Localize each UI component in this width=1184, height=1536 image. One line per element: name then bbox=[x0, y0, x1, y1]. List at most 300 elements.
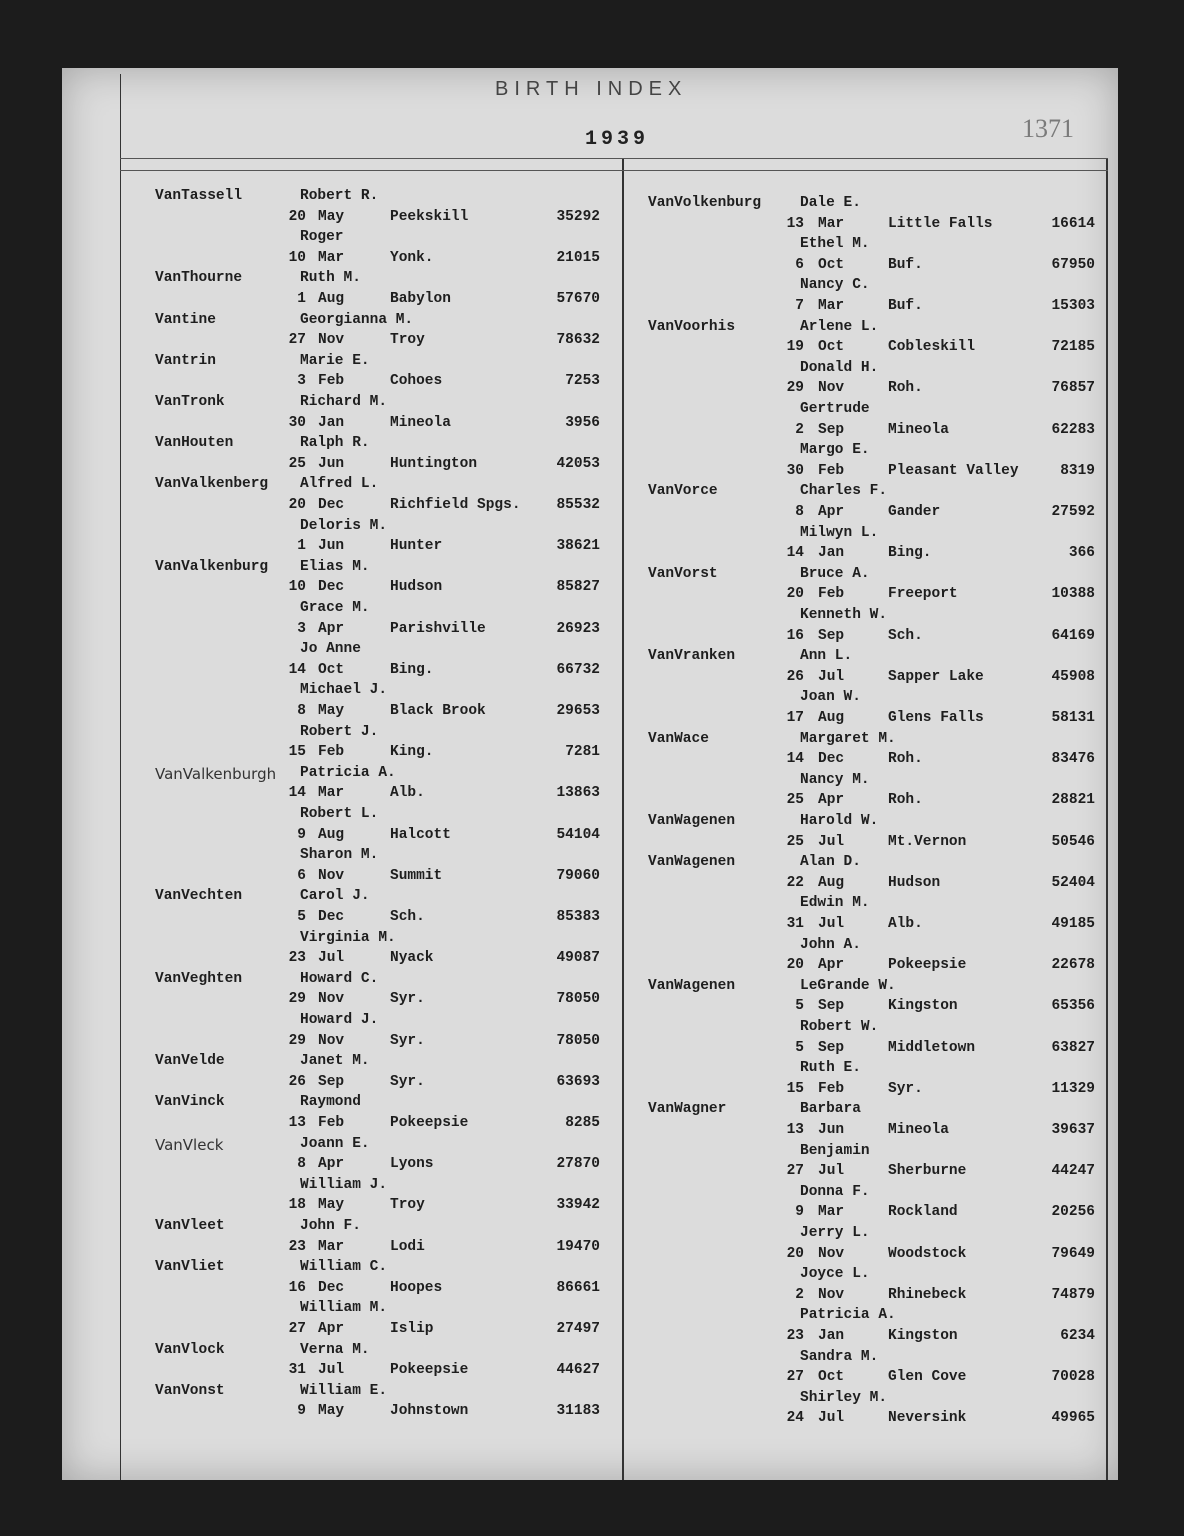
given-name: Ruth E. bbox=[800, 1060, 861, 1077]
given-name: Benjamin bbox=[800, 1142, 870, 1159]
birth-day: 22 bbox=[786, 874, 804, 891]
birth-place: Syr. bbox=[390, 991, 425, 1008]
certificate-number: 11329 bbox=[1051, 1080, 1095, 1097]
birth-place: Cobleskill bbox=[888, 339, 976, 356]
birth-day: 20 bbox=[786, 957, 804, 974]
given-name: William M. bbox=[300, 1300, 388, 1317]
birth-place: Glen Cove bbox=[888, 1369, 967, 1386]
birth-month: Jul bbox=[318, 1362, 345, 1379]
given-name: Jo Anne bbox=[300, 641, 361, 658]
given-name: Janet M. bbox=[300, 1053, 370, 1070]
certificate-number: 366 bbox=[1068, 545, 1095, 562]
birth-day: 19 bbox=[786, 339, 804, 356]
birth-day: 1 bbox=[297, 291, 306, 307]
birth-month: Jan bbox=[818, 545, 845, 562]
birth-day: 10 bbox=[288, 579, 306, 596]
surname: VanWagenen bbox=[648, 813, 736, 829]
birth-day: 3 bbox=[297, 373, 306, 390]
given-name: Kenneth W. bbox=[800, 607, 888, 623]
certificate-number: 16614 bbox=[1051, 215, 1095, 232]
given-name: Verna M. bbox=[300, 1341, 370, 1358]
birth-place: Roh. bbox=[888, 380, 923, 397]
surname: VanVranken bbox=[648, 648, 736, 665]
birth-day: 30 bbox=[786, 462, 804, 479]
birth-day: 9 bbox=[297, 1403, 306, 1420]
header-rule-second bbox=[120, 170, 1108, 171]
birth-place: Richfield Spgs. bbox=[390, 497, 521, 513]
certificate-number: 13863 bbox=[556, 785, 600, 802]
birth-month: Apr bbox=[818, 504, 845, 520]
given-name: Sharon M. bbox=[300, 847, 379, 864]
certificate-number: 49087 bbox=[556, 950, 600, 967]
birth-month: Dec bbox=[318, 579, 345, 596]
birth-month: Nov bbox=[818, 380, 845, 397]
birth-day: 26 bbox=[786, 668, 804, 685]
certificate-number: 76857 bbox=[1051, 380, 1095, 397]
birth-place: King. bbox=[390, 744, 434, 761]
surname: Vantrin bbox=[155, 352, 216, 369]
birth-month: Apr bbox=[318, 1321, 345, 1337]
birth-place: Sch. bbox=[888, 627, 923, 644]
birth-place: Lodi bbox=[390, 1238, 425, 1255]
birth-place: Hoopes bbox=[390, 1279, 443, 1296]
certificate-number: 28821 bbox=[1051, 792, 1095, 809]
surname: VanVelde bbox=[155, 1053, 225, 1070]
certificate-number: 63693 bbox=[556, 1073, 600, 1090]
birth-place: Buf. bbox=[888, 256, 923, 273]
birth-place: Glens Falls bbox=[888, 710, 984, 726]
birth-place: Roh. bbox=[888, 751, 923, 768]
birth-place: Mineola bbox=[888, 421, 949, 438]
surname: VanVleck bbox=[155, 1135, 224, 1154]
certificate-number: 78050 bbox=[556, 1032, 600, 1049]
given-name: Charles F. bbox=[800, 483, 888, 500]
given-name: Alan D. bbox=[800, 854, 861, 871]
birth-month: Nov bbox=[318, 332, 345, 349]
given-name: Donna F. bbox=[800, 1183, 870, 1200]
birth-day: 26 bbox=[288, 1073, 306, 1090]
given-name: Joan W. bbox=[800, 689, 861, 706]
surname: VanVoorhis bbox=[648, 318, 736, 335]
certificate-number: 8319 bbox=[1060, 462, 1095, 479]
birth-place: Alb. bbox=[888, 916, 923, 932]
birth-day: 6 bbox=[297, 867, 306, 884]
birth-month: Feb bbox=[318, 1115, 345, 1131]
surname: VanVeghten bbox=[155, 970, 243, 987]
birth-month: Oct bbox=[818, 339, 845, 356]
surname: VanValkenberg bbox=[155, 476, 269, 493]
birth-month: Jun bbox=[318, 538, 345, 555]
birth-place: Mineola bbox=[390, 414, 451, 431]
birth-month: Dec bbox=[818, 751, 845, 768]
certificate-number: 3956 bbox=[565, 414, 600, 431]
birth-day: 25 bbox=[288, 455, 306, 472]
birth-day: 3 bbox=[297, 620, 306, 637]
birth-place: Summit bbox=[390, 867, 443, 884]
birth-place: Pokeepsie bbox=[390, 1362, 469, 1379]
given-name: Ethel M. bbox=[800, 236, 870, 253]
certificate-number: 8285 bbox=[565, 1115, 600, 1131]
birth-month: Oct bbox=[818, 256, 845, 273]
certificate-number: 26923 bbox=[556, 620, 600, 637]
page-number: 1371 bbox=[1022, 114, 1074, 143]
certificate-number: 27870 bbox=[556, 1156, 600, 1173]
birth-month: Nov bbox=[318, 867, 345, 884]
given-name: Robert L. bbox=[300, 806, 379, 822]
birth-place: Middletown bbox=[888, 1039, 976, 1056]
birth-day: 5 bbox=[297, 909, 306, 925]
given-name: Carol J. bbox=[300, 888, 370, 905]
birth-month: Nov bbox=[318, 991, 345, 1008]
birth-place: Peekskill bbox=[390, 208, 469, 225]
given-name: Ralph R. bbox=[300, 435, 370, 452]
birth-month: Apr bbox=[818, 792, 845, 809]
given-name: Alfred L. bbox=[300, 476, 379, 493]
birth-day: 23 bbox=[288, 950, 306, 967]
surname: VanVorce bbox=[648, 483, 718, 500]
given-name: LeGrande W. bbox=[800, 977, 896, 994]
birth-place: Troy bbox=[390, 332, 425, 349]
birth-month: Mar bbox=[818, 1204, 845, 1221]
certificate-number: 20256 bbox=[1051, 1204, 1095, 1221]
birth-place: Roh. bbox=[888, 792, 923, 809]
given-name: Dale E. bbox=[800, 195, 861, 211]
given-name: Milwyn L. bbox=[800, 524, 879, 541]
given-name: John F. bbox=[300, 1218, 361, 1234]
birth-month: Sep bbox=[818, 421, 845, 438]
birth-day: 20 bbox=[288, 208, 306, 225]
surname: VanVolkenburg bbox=[648, 195, 762, 211]
certificate-number: 7281 bbox=[565, 744, 600, 761]
certificate-number: 35292 bbox=[556, 208, 600, 225]
birth-day: 10 bbox=[288, 249, 306, 266]
birth-month: May bbox=[318, 1403, 345, 1420]
birth-place: Huntington bbox=[390, 455, 478, 472]
given-name: Donald H. bbox=[800, 359, 879, 376]
certificate-number: 62283 bbox=[1051, 421, 1095, 438]
surname: VanVliet bbox=[155, 1259, 225, 1276]
birth-place: Rhinebeck bbox=[888, 1286, 967, 1303]
birth-place: Syr. bbox=[888, 1080, 923, 1097]
birth-day: 6 bbox=[795, 256, 804, 273]
birth-month: Mar bbox=[318, 1238, 345, 1255]
given-name: Patricia A. bbox=[800, 1307, 896, 1324]
certificate-number: 72185 bbox=[1051, 339, 1095, 356]
birth-place: Parishville bbox=[390, 620, 486, 637]
birth-place: Kingston bbox=[888, 1328, 958, 1344]
birth-month: Aug bbox=[818, 710, 845, 726]
birth-place: Nyack bbox=[390, 950, 434, 967]
certificate-number: 58131 bbox=[1051, 710, 1095, 726]
birth-day: 23 bbox=[786, 1328, 804, 1344]
birth-day: 20 bbox=[786, 586, 804, 603]
birth-month: Jun bbox=[818, 1122, 845, 1138]
birth-month: Sep bbox=[318, 1073, 345, 1090]
certificate-number: 78050 bbox=[556, 991, 600, 1008]
given-name: Arlene L. bbox=[800, 318, 879, 335]
birth-day: 16 bbox=[786, 627, 804, 644]
birth-month: Jul bbox=[318, 950, 345, 967]
header-rule bbox=[120, 158, 1108, 159]
birth-place: Hudson bbox=[888, 874, 941, 891]
birth-month: Aug bbox=[318, 291, 345, 307]
certificate-number: 21015 bbox=[556, 249, 600, 266]
given-name: Georgianna M. bbox=[300, 311, 414, 328]
birth-month: Apr bbox=[818, 957, 845, 974]
birth-day: 31 bbox=[288, 1362, 306, 1379]
birth-place: Hudson bbox=[390, 579, 443, 596]
certificate-number: 15303 bbox=[1051, 298, 1095, 314]
birth-day: 14 bbox=[786, 545, 804, 562]
birth-place: Troy bbox=[390, 1197, 425, 1214]
birth-place: Sapper Lake bbox=[888, 668, 984, 685]
birth-day: 7 bbox=[795, 298, 804, 314]
birth-day: 25 bbox=[786, 792, 804, 809]
birth-day: 14 bbox=[288, 661, 306, 678]
birth-month: Dec bbox=[318, 497, 345, 513]
birth-place: Black Brook bbox=[390, 703, 486, 719]
given-name: Nancy C. bbox=[800, 277, 870, 294]
certificate-number: 31183 bbox=[556, 1403, 600, 1420]
birth-month: Jul bbox=[818, 833, 845, 850]
surname: VanWagner bbox=[648, 1101, 727, 1118]
birth-place: Yonk. bbox=[390, 249, 434, 266]
certificate-number: 33942 bbox=[556, 1197, 600, 1214]
birth-place: Pokeepsie bbox=[390, 1115, 469, 1131]
certificate-number: 38621 bbox=[556, 538, 600, 555]
birth-month: Feb bbox=[318, 744, 345, 761]
certificate-number: 85532 bbox=[556, 497, 600, 513]
birth-day: 29 bbox=[288, 1032, 306, 1049]
surname: VanValkenburg bbox=[155, 558, 269, 575]
given-name: Margaret M. bbox=[800, 730, 896, 747]
given-name: Howard C. bbox=[300, 970, 379, 987]
birth-day: 29 bbox=[786, 380, 804, 397]
birth-day: 27 bbox=[288, 332, 306, 349]
given-name: Robert J. bbox=[300, 723, 379, 740]
birth-day: 14 bbox=[288, 785, 306, 802]
birth-day: 27 bbox=[786, 1369, 804, 1386]
birth-day: 31 bbox=[786, 916, 804, 932]
surname: VanWagenen bbox=[648, 854, 736, 871]
birth-place: Hunter bbox=[390, 538, 443, 555]
surname: VanVechten bbox=[155, 888, 243, 905]
certificate-number: 49185 bbox=[1051, 916, 1095, 932]
birth-place: Little Falls bbox=[888, 215, 993, 232]
certificate-number: 78632 bbox=[556, 332, 600, 349]
certificate-number: 83476 bbox=[1051, 751, 1095, 768]
birth-place: Sherburne bbox=[888, 1163, 967, 1180]
birth-month: Nov bbox=[818, 1286, 845, 1303]
birth-month: Feb bbox=[818, 1080, 845, 1097]
surname: VanVorst bbox=[648, 565, 718, 582]
birth-day: 2 bbox=[795, 1286, 804, 1303]
given-name: Barbara bbox=[800, 1101, 861, 1118]
birth-day: 20 bbox=[288, 497, 306, 513]
given-name: Richard M. bbox=[300, 394, 388, 410]
given-name: Harold W. bbox=[800, 813, 879, 829]
certificate-number: 6234 bbox=[1060, 1328, 1095, 1344]
birth-month: May bbox=[318, 208, 345, 225]
given-name: Joann E. bbox=[300, 1135, 370, 1152]
surname: VanVonst bbox=[155, 1382, 225, 1399]
right-border-rule bbox=[1106, 158, 1108, 1480]
certificate-number: 42053 bbox=[556, 455, 600, 472]
given-name: Howard J. bbox=[300, 1012, 379, 1028]
birth-month: Mar bbox=[318, 785, 345, 802]
certificate-number: 29653 bbox=[556, 703, 600, 719]
given-name: Gertrude bbox=[800, 401, 870, 417]
given-name: John A. bbox=[800, 936, 861, 953]
surname: VanWace bbox=[648, 730, 709, 747]
given-name: Shirley M. bbox=[800, 1389, 888, 1406]
birth-month: Feb bbox=[818, 586, 845, 603]
birth-month: Mar bbox=[818, 298, 845, 314]
birth-place: Syr. bbox=[390, 1032, 425, 1049]
birth-place: Mt.Vernon bbox=[888, 833, 967, 850]
given-name: Roger bbox=[300, 229, 344, 246]
birth-day: 16 bbox=[288, 1279, 306, 1296]
given-name: Michael J. bbox=[300, 682, 388, 699]
birth-place: Alb. bbox=[390, 785, 425, 802]
birth-day: 13 bbox=[786, 215, 804, 232]
certificate-number: 86661 bbox=[556, 1279, 600, 1296]
birth-day: 15 bbox=[288, 744, 306, 761]
certificate-number: 65356 bbox=[1051, 998, 1095, 1015]
certificate-number: 27497 bbox=[556, 1321, 600, 1337]
birth-month: Jul bbox=[818, 1410, 845, 1427]
birth-month: Oct bbox=[318, 661, 345, 678]
given-name: Margo E. bbox=[800, 442, 870, 459]
birth-place: Pokeepsie bbox=[888, 957, 967, 974]
birth-month: Dec bbox=[318, 1279, 345, 1296]
birth-place: Kingston bbox=[888, 998, 958, 1015]
birth-day: 27 bbox=[786, 1163, 804, 1180]
certificate-number: 79060 bbox=[556, 867, 600, 884]
birth-day: 13 bbox=[288, 1115, 306, 1131]
birth-month: May bbox=[318, 703, 345, 719]
given-name: Patricia A. bbox=[300, 764, 396, 781]
birth-day: 18 bbox=[288, 1197, 306, 1214]
certificate-number: 85827 bbox=[556, 579, 600, 596]
birth-month: Jul bbox=[818, 1163, 845, 1180]
birth-month: Jul bbox=[818, 916, 845, 932]
birth-month: Oct bbox=[818, 1369, 845, 1386]
given-name: Ruth M. bbox=[300, 270, 361, 287]
surname: Vantine bbox=[155, 311, 216, 328]
certificate-number: 79649 bbox=[1051, 1245, 1095, 1262]
birth-month: Nov bbox=[818, 1245, 845, 1262]
birth-place: Bing. bbox=[888, 545, 932, 562]
birth-month: Jun bbox=[318, 455, 345, 472]
given-name: Bruce A. bbox=[800, 565, 870, 582]
birth-month: Aug bbox=[318, 826, 345, 843]
given-name: Sandra M. bbox=[800, 1348, 879, 1365]
given-name: Jerry L. bbox=[800, 1225, 870, 1241]
given-name: Ann L. bbox=[800, 648, 853, 665]
certificate-number: 66732 bbox=[556, 661, 600, 678]
given-name: Marie E. bbox=[300, 352, 370, 369]
surname: VanVleet bbox=[155, 1218, 225, 1234]
birth-day: 17 bbox=[786, 710, 804, 726]
birth-place: Woodstock bbox=[888, 1245, 967, 1262]
birth-place: Freeport bbox=[888, 586, 958, 603]
certificate-number: 44247 bbox=[1051, 1163, 1095, 1180]
birth-day: 20 bbox=[786, 1245, 804, 1262]
birth-month: Dec bbox=[318, 909, 345, 925]
birth-place: Buf. bbox=[888, 298, 923, 314]
birth-day: 8 bbox=[297, 1156, 306, 1173]
birth-day: 5 bbox=[795, 998, 804, 1015]
birth-month: Sep bbox=[818, 998, 845, 1015]
birth-month: Nov bbox=[318, 1032, 345, 1049]
surname: VanTronk bbox=[155, 394, 225, 410]
given-name: Robert W. bbox=[800, 1019, 879, 1035]
birth-month: Jan bbox=[318, 414, 345, 431]
surname: VanThourne bbox=[155, 270, 243, 287]
certificate-number: 22678 bbox=[1051, 957, 1095, 974]
birth-month: Sep bbox=[818, 1039, 845, 1056]
column-divider bbox=[622, 158, 624, 1480]
birth-month: Sep bbox=[818, 627, 845, 644]
certificate-number: 27592 bbox=[1051, 504, 1095, 520]
given-name: Raymond bbox=[300, 1094, 361, 1111]
birth-day: 15 bbox=[786, 1080, 804, 1097]
birth-day: 5 bbox=[795, 1039, 804, 1056]
birth-day: 9 bbox=[297, 826, 306, 843]
birth-place: Lyons bbox=[390, 1156, 434, 1173]
birth-month: Apr bbox=[318, 1156, 345, 1173]
certificate-number: 50546 bbox=[1051, 833, 1095, 850]
birth-place: Gander bbox=[888, 504, 941, 520]
given-name: Deloris M. bbox=[300, 517, 388, 534]
birth-day: 8 bbox=[297, 703, 306, 719]
birth-month: Jan bbox=[818, 1328, 845, 1344]
left-margin-rule bbox=[120, 74, 121, 1480]
certificate-number: 52404 bbox=[1051, 874, 1095, 891]
birth-day: 30 bbox=[288, 414, 306, 431]
birth-place: Pleasant Valley bbox=[888, 462, 1019, 479]
given-name: Elias M. bbox=[300, 558, 370, 575]
certificate-number: 49965 bbox=[1051, 1410, 1095, 1427]
given-name: William C. bbox=[300, 1259, 388, 1276]
birth-place: Syr. bbox=[390, 1073, 425, 1090]
given-name: Nancy M. bbox=[800, 771, 870, 788]
birth-day: 29 bbox=[288, 991, 306, 1008]
birth-place: Neversink bbox=[888, 1410, 967, 1427]
surname: VanHouten bbox=[155, 435, 234, 452]
certificate-number: 70028 bbox=[1051, 1369, 1095, 1386]
birth-month: Apr bbox=[318, 620, 345, 637]
given-name: Edwin M. bbox=[800, 895, 870, 912]
birth-day: 9 bbox=[795, 1204, 804, 1221]
surname: VanValkenburgh bbox=[155, 764, 277, 783]
birth-month: Feb bbox=[818, 462, 845, 479]
birth-place: Cohoes bbox=[390, 373, 443, 390]
certificate-number: 54104 bbox=[556, 826, 600, 843]
certificate-number: 19470 bbox=[556, 1238, 600, 1255]
birth-place: Bing. bbox=[390, 661, 434, 678]
surname: VanWagenen bbox=[648, 977, 736, 994]
birth-month: May bbox=[318, 1197, 345, 1214]
certificate-number: 7253 bbox=[565, 373, 600, 390]
surname: VanTassell bbox=[155, 188, 243, 204]
birth-day: 13 bbox=[786, 1122, 804, 1138]
birth-place: Johnstown bbox=[390, 1403, 469, 1420]
birth-day: 24 bbox=[786, 1410, 804, 1427]
birth-place: Mineola bbox=[888, 1122, 949, 1138]
birth-month: Jul bbox=[818, 668, 845, 685]
